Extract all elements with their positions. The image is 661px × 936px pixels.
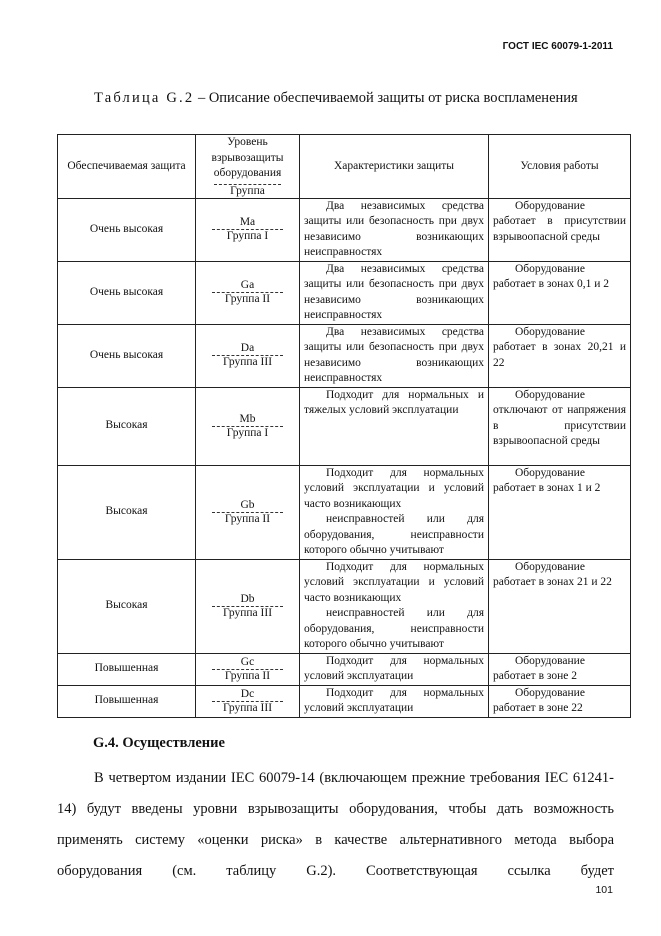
cell-protection: Высокая — [58, 387, 196, 465]
table-row — [58, 653, 631, 685]
characteristics-part-2: неисправностей или для оборудования, неисправности которого обычно учитывают — [304, 513, 484, 556]
cell-conditions: Оборудование работает в присутствии взрывоопасной среды — [489, 198, 631, 261]
cell-protection: Высокая — [58, 559, 196, 653]
level-group: Группа II — [224, 293, 271, 305]
cell-protection: Очень высокая — [58, 324, 196, 387]
level-code: Db — [212, 593, 283, 607]
cell-conditions: Оборудование работает в зонах 1 и 2 — [489, 465, 631, 559]
cell-level — [196, 324, 300, 387]
cell-conditions: Оборудование работает в зонах 0,1 и 2 — [489, 261, 631, 324]
table-row — [58, 387, 631, 465]
header-conditions: Условия работы — [489, 135, 631, 199]
characteristics-part-2: неисправностей или для оборудования, неисправности которого обычно учитывают — [304, 607, 484, 650]
level-code: Gb — [212, 499, 283, 513]
table-caption-label: Таблица G.2 — [94, 90, 195, 106]
table-row — [58, 559, 631, 653]
cell-level — [196, 559, 300, 653]
table-row — [58, 198, 631, 261]
cell-level — [196, 261, 300, 324]
level-code: Da — [212, 342, 283, 356]
section-title: G.4. Осуществление — [93, 735, 225, 751]
table-caption-text: – Описание обеспечиваемой защиты от риска воспламенения — [194, 90, 578, 106]
cell-level — [196, 387, 300, 465]
characteristics-part-1: Подходит для нормальных условий эксплуатации и условий часто возникающих — [304, 560, 484, 604]
level-group: Группа I — [226, 426, 269, 439]
level-code: Ma — [212, 216, 283, 230]
cell-level — [196, 198, 300, 261]
cell-protection: Повышенная — [58, 653, 196, 685]
cell-level — [196, 465, 300, 559]
level-group: Группа III — [222, 701, 273, 714]
level-code: Dc — [212, 688, 283, 702]
header-protection: Обеспечиваемая защита — [58, 135, 196, 199]
cell-conditions: Оборудование работает в зонах 21 и 22 — [489, 559, 631, 653]
cell-characteristics: Два независимых средства защиты или безопасность при двух независимо возникающих неисправностях — [300, 261, 489, 324]
cell-level — [196, 685, 300, 717]
table-row — [58, 261, 631, 324]
section-paragraph: В четвертом издании IEC 60079-14 (включающем прежние требования IEC 61241-14) будут введены уровни взрывозащиты оборудования, чтобы дать возможность применять систему «оценки риска» в качестве альтернативного метода выбора оборудования (см. таблицу G.2). Соответствующая ссылка будет — [57, 770, 614, 879]
characteristics-part-1: Подходит для нормальных условий эксплуатации и условий часто возникающих — [304, 466, 484, 510]
header-level — [196, 135, 300, 199]
level-group: Группа III — [222, 606, 273, 619]
cell-conditions: Оборудование работает в зоне 2 — [489, 653, 631, 685]
table-row — [58, 324, 631, 387]
cell-characteristics: Подходит для нормальных условий эксплуатации — [300, 653, 489, 685]
cell-characteristics — [300, 465, 489, 559]
header-level-group: Группа — [214, 184, 281, 198]
level-code: Mb — [212, 413, 283, 427]
level-code: Gc — [212, 656, 283, 670]
header-level-text: Уровень взрывозащиты оборудования — [211, 136, 284, 179]
cell-conditions: Оборудование работает в зонах 20,21 и 22 — [489, 324, 631, 387]
level-code: Ga — [212, 279, 283, 293]
level-group: Группа I — [226, 230, 269, 242]
cell-characteristics: Подходит для нормальных и тяжелых условий эксплуатации — [300, 387, 489, 465]
table-row — [58, 685, 631, 717]
header-characteristics: Характеристики защиты — [300, 135, 489, 199]
cell-conditions: Оборудование работает в зоне 22 — [489, 685, 631, 717]
cell-protection: Очень высокая — [58, 198, 196, 261]
cell-characteristics: Подходит для нормальных условий эксплуатации — [300, 685, 489, 717]
cell-protection: Повышенная — [58, 685, 196, 717]
page-number: 101 — [595, 884, 613, 896]
level-group: Группа II — [224, 512, 271, 525]
table-caption — [56, 91, 616, 106]
cell-characteristics — [300, 559, 489, 653]
cell-conditions: Оборудование отключают от напряжения в присутствии взрывоопасной среды — [489, 387, 631, 465]
cell-protection: Высокая — [58, 465, 196, 559]
cell-characteristics: Два независимых средства защиты или безопасность при двух независимо возникающих неисправностях — [300, 324, 489, 387]
cell-protection: Очень высокая — [58, 261, 196, 324]
cell-characteristics: Два независимых средства защиты или безопасность при двух независимо возникающих неисправностях — [300, 198, 489, 261]
level-group: Группа II — [224, 669, 271, 682]
protection-table — [57, 134, 631, 718]
level-group: Группа III — [222, 356, 273, 368]
table-row — [58, 465, 631, 559]
cell-level — [196, 653, 300, 685]
document-header: ГОСТ IEC 60079-1-2011 — [502, 41, 613, 52]
table-header-row — [58, 135, 631, 199]
